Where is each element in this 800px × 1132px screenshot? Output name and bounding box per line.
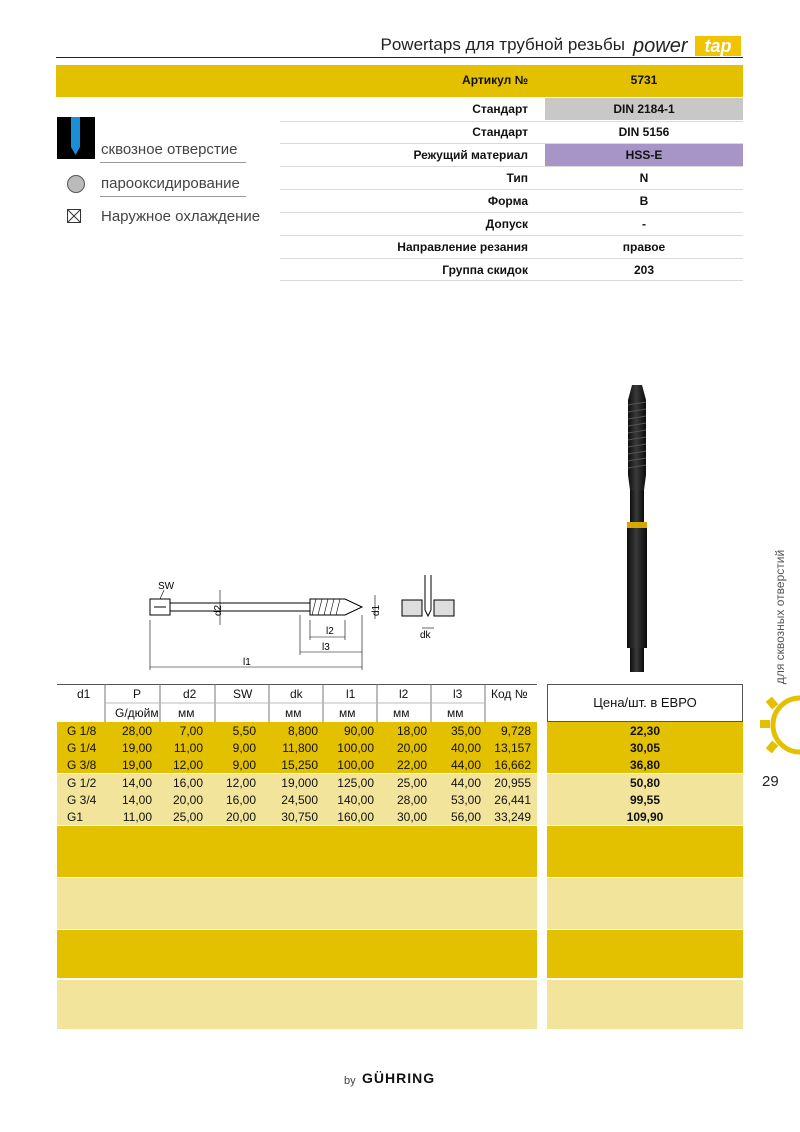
label-dk: dk: [420, 630, 431, 641]
table-row: [57, 775, 537, 792]
price-cell: 22,30: [629, 724, 661, 738]
spec-separator: [280, 143, 743, 144]
price-cell: 30,05: [629, 741, 661, 755]
col-unit: мм: [393, 706, 410, 720]
table-row: [57, 792, 537, 809]
cell: G1: [67, 810, 84, 824]
spec-value: B: [639, 194, 649, 208]
label-l2: l2: [326, 626, 334, 637]
thread-gear-icon: [752, 690, 800, 760]
price-band-light: [547, 980, 743, 1029]
cell: 28,00: [121, 724, 152, 738]
cell: 26,441: [494, 793, 531, 807]
cell: 20,955: [494, 776, 531, 790]
cell: 16,662: [494, 758, 531, 772]
price-band-light: [547, 878, 743, 929]
cell: 140,00: [337, 793, 374, 807]
col-header: P: [133, 687, 142, 701]
logo-power: power: [633, 35, 688, 57]
side-tab-label: [770, 545, 790, 695]
through-hole-icon: [57, 117, 95, 159]
cell: 8,800: [287, 724, 318, 738]
legend-rule: [100, 196, 246, 197]
cell: G 1/4: [67, 741, 97, 755]
table-row: [57, 809, 537, 826]
col-header: l3: [453, 687, 463, 701]
side-text: для сквозных отверстий: [773, 549, 787, 685]
cell: G 3/4: [67, 793, 97, 807]
cell: G 1/8: [67, 724, 97, 738]
cell: 12,00: [172, 758, 203, 772]
spec-label: Стандарт: [472, 102, 528, 116]
cell: 35,00: [450, 724, 481, 738]
spec-label: Артикул №: [462, 73, 528, 87]
table-row: [57, 757, 537, 774]
price-header: Цена/шт. в ЕВРО: [593, 695, 697, 710]
col-unit: G/дюйм: [115, 706, 159, 720]
cell: 19,00: [121, 758, 152, 772]
cell: 14,00: [121, 793, 152, 807]
cell: 22,00: [396, 758, 427, 772]
table-row: [57, 723, 537, 740]
spec-label: Стандарт: [472, 125, 528, 139]
col-header: l2: [399, 687, 409, 701]
spec-separator: [280, 212, 743, 213]
price-cell: 36,80: [629, 758, 661, 772]
cell: 25,00: [396, 776, 427, 790]
cell: 28,00: [396, 793, 427, 807]
cell: 16,00: [225, 793, 256, 807]
table-band-light: [57, 980, 537, 1029]
footer-by: by: [344, 1075, 356, 1087]
price-cell: 109,90: [626, 810, 664, 824]
spec-separator: [280, 166, 743, 167]
cell: 15,250: [281, 758, 318, 772]
cell: 30,750: [281, 810, 318, 824]
col-unit: мм: [178, 706, 195, 720]
tap-technical-drawing: [140, 570, 470, 680]
spec-value: DIN 2184-1: [613, 102, 675, 116]
page-title: Powertaps для трубной резьбы: [380, 35, 625, 54]
col-header: Код №: [491, 687, 528, 701]
cell: 14,00: [121, 776, 152, 790]
price-band-dark: [547, 826, 743, 877]
legend-external-cooling: Наружное охлаждение: [101, 208, 261, 225]
cell: 33,249: [494, 810, 531, 824]
col-header: dk: [290, 687, 303, 701]
cell: 11,800: [282, 741, 318, 755]
cell: 20,00: [225, 810, 256, 824]
label-d1: d1: [371, 604, 382, 616]
cell: 18,00: [396, 724, 427, 738]
guhring-logo: GÜHRING: [362, 1070, 436, 1086]
cell: 11,00: [173, 741, 203, 755]
label-sw: SW: [158, 581, 175, 592]
cell: G 1/2: [67, 776, 97, 790]
cell: 9,00: [232, 741, 256, 755]
label-l3: l3: [322, 642, 330, 653]
page-number: 29: [762, 773, 779, 790]
col-unit: мм: [447, 706, 464, 720]
cell: 13,157: [494, 741, 531, 755]
cell: 30,00: [396, 810, 427, 824]
price-band-dark: [547, 930, 743, 978]
spec-value: -: [642, 217, 646, 231]
cell: 160,00: [337, 810, 374, 824]
cell: G 3/8: [67, 758, 97, 772]
cell: 9,00: [232, 758, 256, 772]
cell: 19,000: [281, 776, 318, 790]
label-l1: l1: [243, 657, 251, 668]
col-header: d1: [77, 687, 91, 701]
col-header: SW: [233, 687, 253, 701]
external-cooling-icon: [67, 209, 81, 223]
cell: 7,00: [179, 724, 203, 738]
spec-separator: [280, 121, 743, 122]
spec-separator: [280, 280, 743, 281]
logo-tap: tap: [695, 36, 741, 56]
spec-label: Режущий материал: [413, 148, 528, 162]
spec-value: 5731: [630, 73, 658, 87]
spec-label: Тип: [506, 171, 528, 185]
cell: 5,50: [232, 724, 256, 738]
cell: 12,00: [225, 776, 256, 790]
col-unit: мм: [285, 706, 302, 720]
spec-label: Группа скидок: [442, 263, 528, 277]
cell: 56,00: [450, 810, 481, 824]
cell: 40,00: [450, 741, 481, 755]
spec-value: N: [639, 171, 649, 185]
table-band-dark: [57, 826, 537, 877]
cell: 20,00: [396, 741, 427, 755]
spec-value: HSS-E: [625, 148, 663, 162]
col-header: l1: [346, 687, 356, 701]
cell: 53,00: [450, 793, 481, 807]
cell: 25,00: [172, 810, 203, 824]
col-unit: мм: [339, 706, 356, 720]
col-header: d2: [183, 687, 197, 701]
price-cell: 99,55: [629, 793, 661, 807]
powertap-logo: [633, 34, 743, 58]
legend-rule: [100, 162, 246, 163]
spec-separator: [280, 258, 743, 259]
tap-product-image: [612, 380, 662, 675]
spec-label: Допуск: [485, 217, 528, 231]
cell: 125,00: [337, 776, 374, 790]
cell: 19,00: [121, 741, 152, 755]
cell: 11,00: [122, 810, 152, 824]
legend-through-hole: сквозное отверстие: [101, 141, 238, 158]
cell: 100,00: [337, 758, 374, 772]
cell: 90,00: [343, 724, 374, 738]
spec-label: Форма: [487, 194, 528, 208]
spec-value: правое: [622, 240, 666, 254]
label-d2: d2: [213, 604, 224, 616]
price-cell: 50,80: [629, 776, 661, 790]
spec-value: 203: [633, 263, 655, 277]
cell: 44,00: [450, 776, 481, 790]
table-row: [57, 740, 537, 757]
cell: 44,00: [450, 758, 481, 772]
table-band-dark: [57, 930, 537, 978]
cell: 16,00: [172, 776, 203, 790]
cell: 9,728: [500, 724, 531, 738]
legend-steam-oxide: пароокcидирование: [101, 175, 240, 192]
spec-separator: [280, 235, 743, 236]
spec-separator: [280, 189, 743, 190]
steam-oxide-icon: [67, 175, 85, 193]
spec-value: DIN 5156: [618, 125, 670, 139]
cell: 24,500: [281, 793, 318, 807]
cell: 20,00: [172, 793, 203, 807]
cell: 100,00: [337, 741, 374, 755]
spec-label: Направление резания: [397, 240, 528, 254]
table-band-light: [57, 878, 537, 929]
